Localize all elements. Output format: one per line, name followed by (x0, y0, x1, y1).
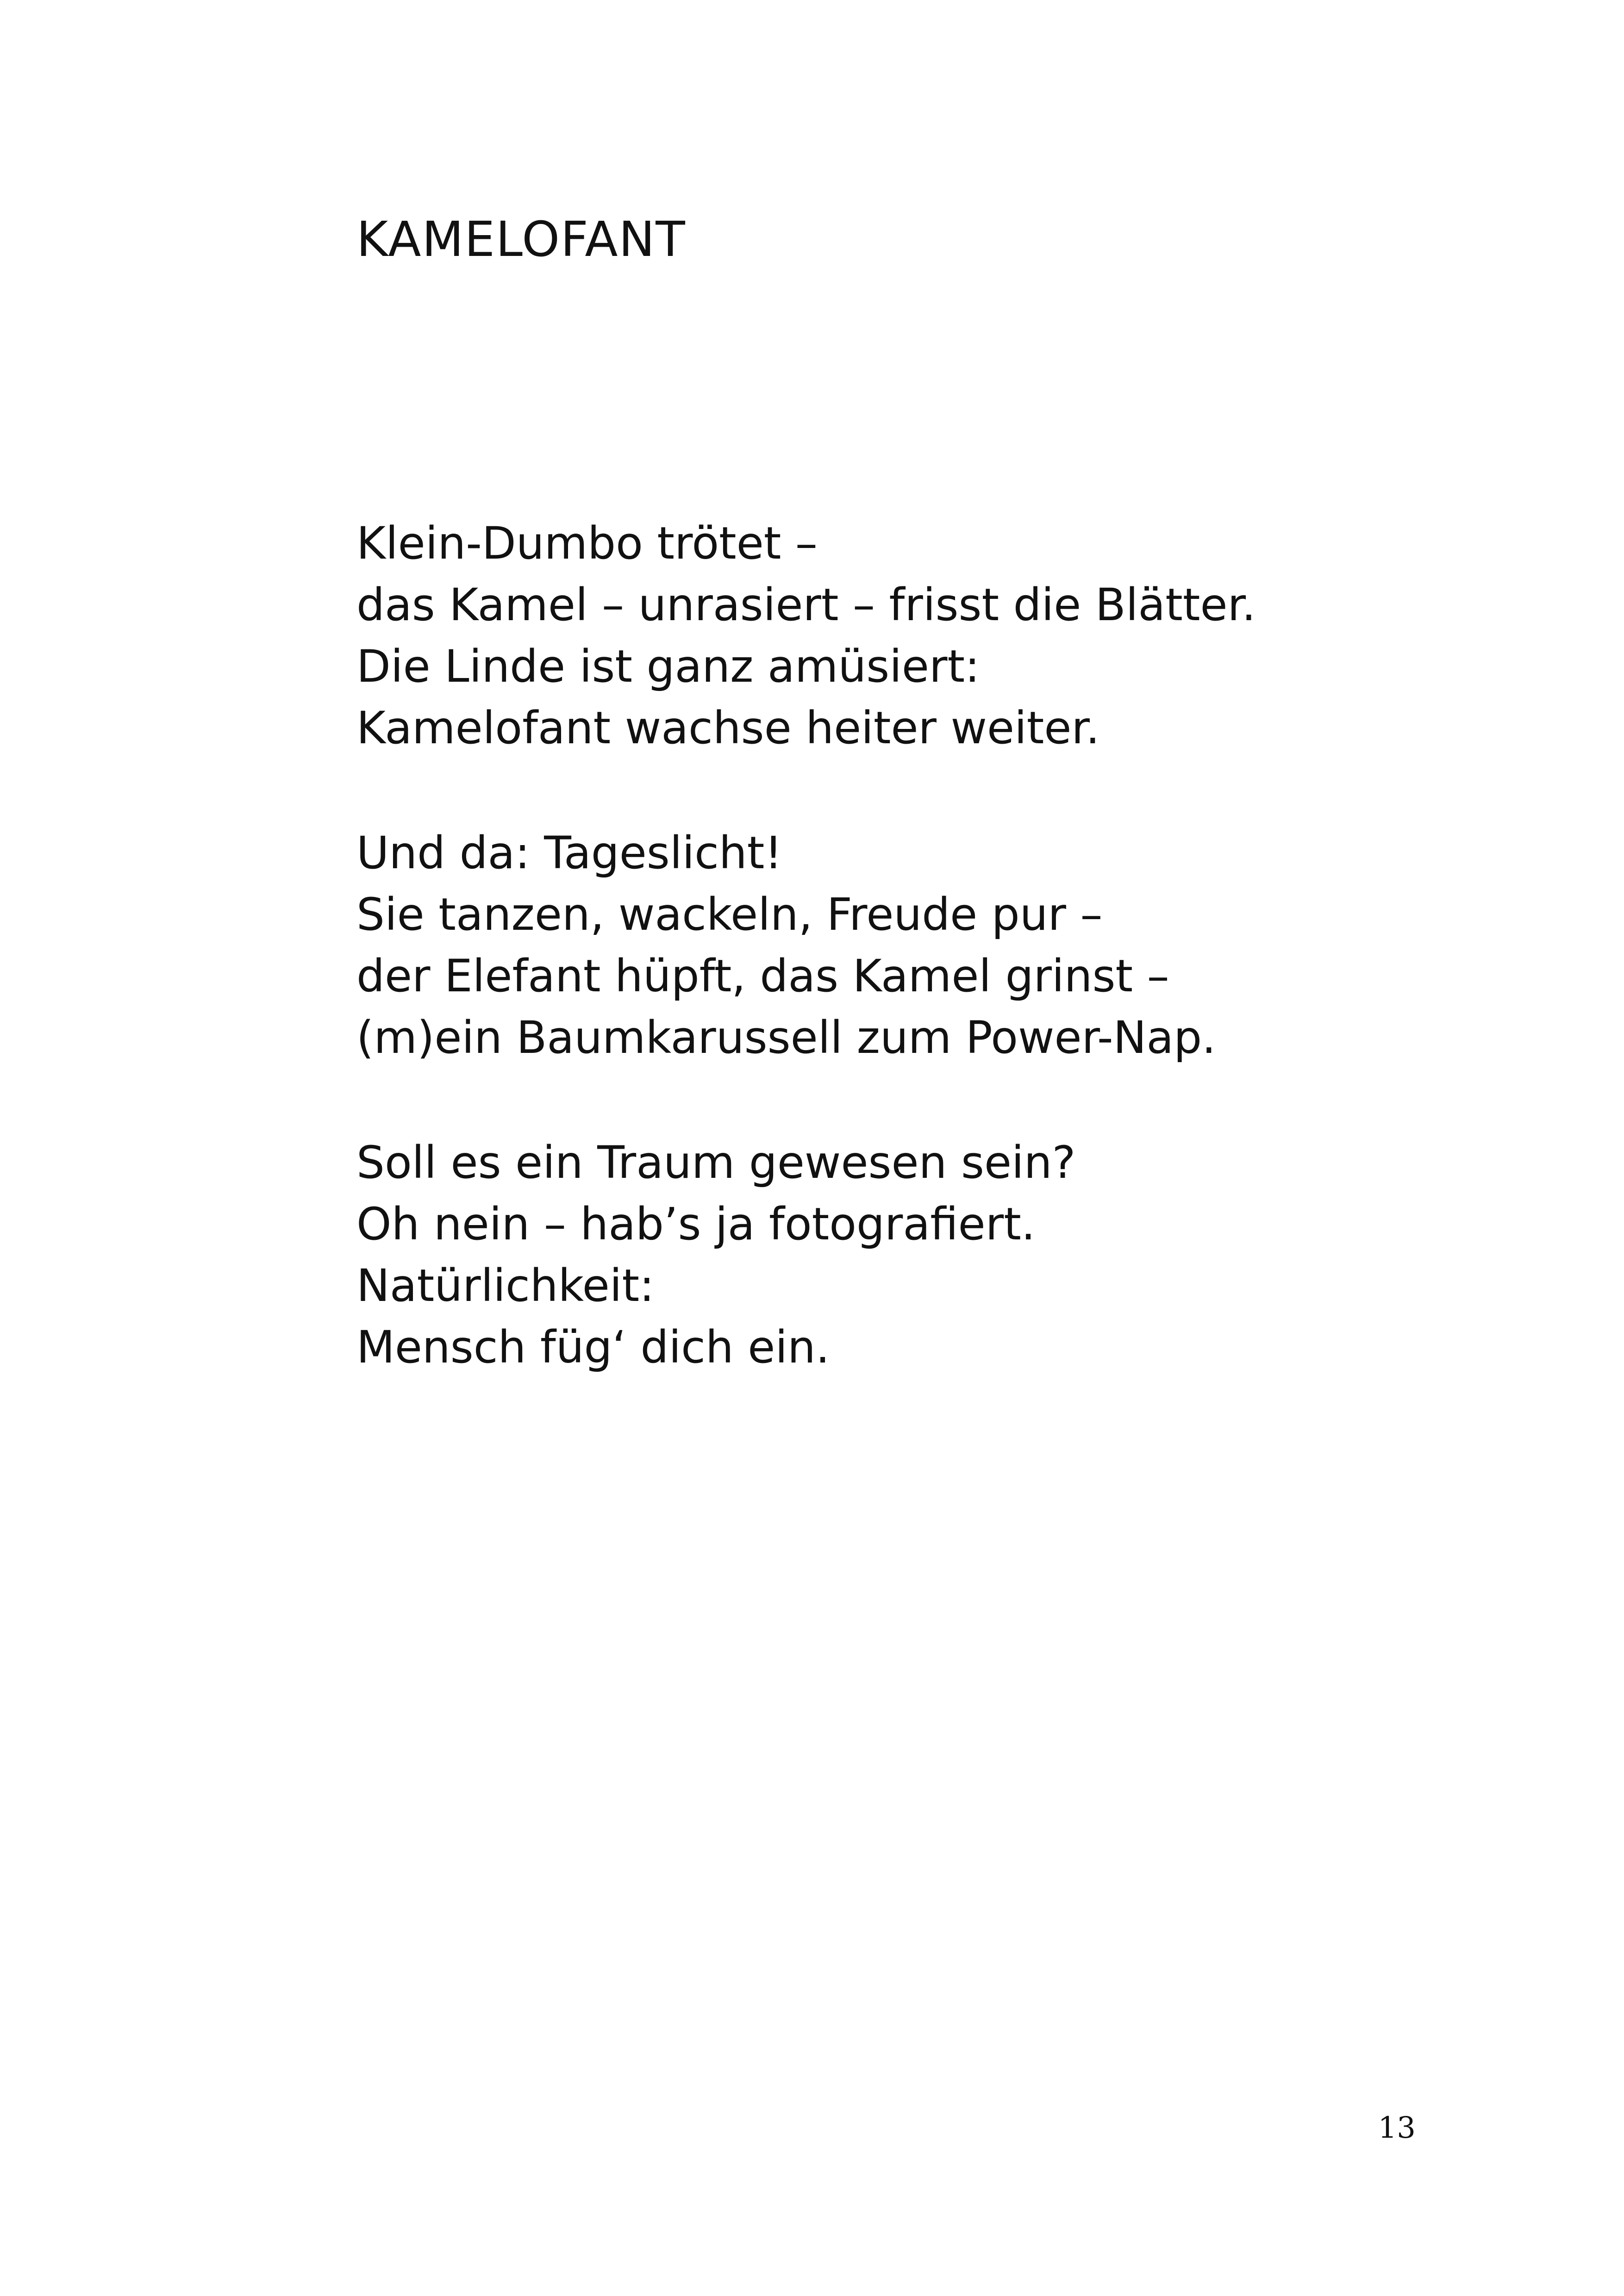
poem-body (356, 513, 1468, 1442)
stanza-3 (356, 1132, 1468, 1378)
poem-line: das Kamel – unrasiert – frisst die Blätter. (356, 579, 1256, 631)
stanza-1 (356, 513, 1468, 759)
stanza-2 (356, 822, 1468, 1069)
poem-line: (m)ein Baumkarussell zum Power-Nap. (356, 1012, 1216, 1064)
page-number: 13 (1378, 2111, 1416, 2145)
poem-line: Und da: Tageslicht! (356, 827, 782, 879)
poem-line: Natürlichkeit: (356, 1260, 655, 1312)
poem-line: Soll es ein Traum gewesen sein? (356, 1137, 1076, 1188)
poem-line: Sie tanzen, wackeln, Freude pur – (356, 889, 1103, 940)
poem-line: Kamelofant wachse heiter weiter. (356, 702, 1100, 754)
poem-title: KAMELOFANT (356, 211, 686, 268)
poem-line: Die Linde ist ganz amüsiert: (356, 641, 980, 692)
poem-line: Klein-Dumbo trötet – (356, 517, 818, 569)
poem-line: Oh nein – hab’s ja fotografiert. (356, 1198, 1036, 1250)
poem-line: der Elefant hüpft, das Kamel grinst – (356, 950, 1169, 1002)
poem-line: Mensch füg‘ dich ein. (356, 1321, 830, 1373)
